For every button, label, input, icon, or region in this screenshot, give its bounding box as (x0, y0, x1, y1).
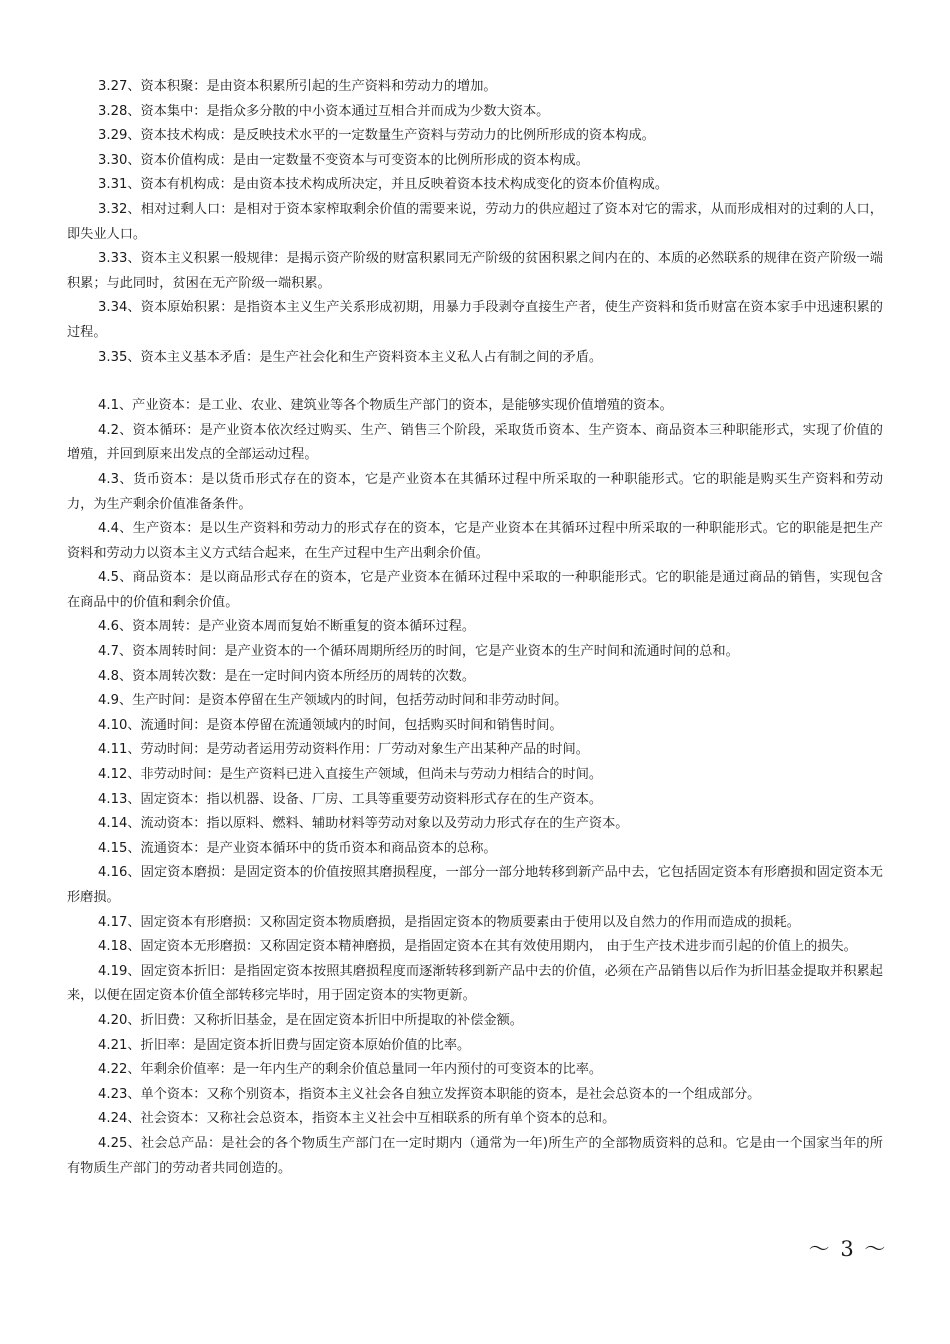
definition-4-22: 4.22、年剩余价值率：是一年内生产的剩余价值总量同一年内预付的可变资本的比率。 (98, 1062, 603, 1078)
definition-3-27: 3.27、资本积聚：是由资本积累所引起的生产资料和劳动力的增加。 (98, 79, 497, 94)
definition-4-13: 4.13、固定资本：指以机器、设备、厂房、工具等重要劳动资料形式存在的生产资本。 (98, 791, 603, 807)
definition-3-30: 3.30、资本价值构成：是由一定数量不变资本与可变资本的比例所形成的资本构成。 (98, 152, 589, 168)
definition-4-23: 4.23、单个资本：又称个别资本，指资本主义社会各自独立发挥资本职能的资本，是社会总资本的一个组成部分。 (98, 1086, 761, 1102)
definition-4-12: 4.12、非劳动时间：是生产资料已进入直接生产领域，但尚未与劳动力相结合的时间。 (98, 767, 603, 783)
section-3-definitions (67, 75, 883, 370)
definition-4-16: 4.16、固定资本磨损：是固定资本的价值按照其磨损程度，一部分一部分地转移到新产品中去，它包括固定资本有形磨损和固定资本无形磨损。 (67, 865, 883, 905)
definition-4-11: 4.11、劳动时间：是劳动者运用劳动资料作用：厂劳动对象生产出某种产品的时间。 (98, 742, 589, 758)
definition-3-32: 3.32、相对过剩人口：是相对于资本家榨取剩余价值的需要来说，劳动力的供应超过了资本对它的需求，从而形成相对的过剩的人口，即失业人口。 (67, 201, 883, 242)
document-body (67, 75, 883, 1181)
definition-4-2: 4.2、资本循环：是产业资本依次经过购买、生产、销售三个阶段，采取货币资本、生产资本、商品资本三种职能形式，实现了价值的增殖，并回到原来出发点的全部运动过程。 (67, 422, 883, 463)
definition-4-15: 4.15、流通资本：是产业资本循环中的货币资本和商品资本的总称。 (98, 840, 497, 856)
section-spacer (67, 370, 883, 394)
definition-4-5: 4.5、商品资本：是以商品形式存在的资本，它是产业资本在循环过程中采取的一种职能形式。它的职能是通过商品的销售，实现包含在商品中的价值和剩余价值。 (67, 570, 883, 610)
section-4-definitions (67, 394, 883, 1181)
definition-4-17: 4.17、固定资本有形磨损：又称固定资本物质磨损，是指固定资本的物质要素由于使用以及自然力的作用而造成的损耗。 (98, 914, 800, 930)
definition-3-35: 3.35、资本主义基本矛盾：是生产社会化和生产资料资本主义私人占有制之间的矛盾。 (98, 349, 603, 365)
definition-4-3: 4.3、货币资本：是以货币形式存在的资本，它是产业资本在其循环过程中所采取的一种职能形式。它的职能是购买生产资料和劳动力，为生产剩余价值准备条件。 (67, 471, 883, 512)
definition-4-21: 4.21、折旧率：是固定资本折旧费与固定资本原始价值的比率。 (98, 1037, 471, 1053)
definition-4-14: 4.14、流动资本：指以原料、燃料、辅助材料等劳动对象以及劳动力形式存在的生产资本。 (98, 816, 629, 832)
definition-4-6: 4.6、资本周转：是产业资本周而复始不断重复的资本循环过程。 (98, 619, 476, 635)
definition-4-10: 4.10、流通时间：是资本停留在流通领域内的时间，包括购买时间和销售时间。 (98, 717, 563, 733)
definition-4-7: 4.7、资本周转时间：是产业资本的一个循环周期所经历的时间，它是产业资本的生产时间和流通时间的总和。 (98, 644, 739, 660)
definition-4-9: 4.9、生产时间：是资本停留在生产领域内的时间，包括劳动时间和非劳动时间。 (98, 693, 568, 709)
definition-4-4: 4.4、生产资本：是以生产资料和劳动力的形式存在的资本，它是产业资本在其循环过程中所采取的一种职能形式。它的职能是把生产资料和劳动力以资本主义方式结合起来，在生产过程中生产出剩余价值。 (67, 521, 883, 561)
definition-4-1: 4.1、产业资本：是工业、农业、建筑业等各个物质生产部门的资本，是能够实现价值增殖的资本。 (98, 398, 673, 414)
definition-4-18: 4.18、固定资本无形磨损：又称固定资本精神磨损，是指固定资本在其有效使用期内， 由于生产技术进步而引起的价值上的损失。 (98, 939, 857, 955)
definition-3-34: 3.34、资本原始积累：是指资本主义生产关系形成初期，用暴力手段剥夺直接生产者，使生产资料和货币财富在资本家手中迅速积累的过程。 (67, 300, 883, 340)
definition-3-33: 3.33、资本主义积累一般规律：是揭示资产阶级的财富积累同无产阶级的贫困积累之间内在的、本质的必然联系的规律在资产阶级一端积累；与此同时，贫困在无产阶级一端积累。 (67, 251, 883, 291)
definition-3-28: 3.28、资本集中：是指众多分散的中小资本通过互相合并而成为少数大资本。 (98, 103, 550, 119)
definition-4-20: 4.20、折旧费：又称折旧基金，是在固定资本折旧中所提取的补偿金额。 (98, 1012, 523, 1028)
definition-4-24: 4.24、社会资本：又称社会总资本，指资本主义社会中互相联系的所有单个资本的总和。 (98, 1111, 616, 1127)
definition-4-8: 4.8、资本周转次数：是在一定时间内资本所经历的周转的次数。 (98, 668, 476, 684)
definition-4-25: 4.25、社会总产品：是社会的各个物质生产部门在一定时期内（通常为一年)所生产的全部物质资料的总和。它是由一个国家当年的所有物质生产部门的劳动者共同创造的。 (67, 1135, 883, 1176)
definition-3-29: 3.29、资本技术构成：是反映技术水平的一定数量生产资料与劳动力的比例所形成的资本构成。 (98, 128, 655, 144)
definition-4-19: 4.19、固定资本折旧：是指固定资本按照其磨损程度而逐渐转移到新产品中去的价值，必须在产品销售以后作为折旧基金提取并积累起来，以便在固定资本价值全部转移完毕时，用于固定资本的实物更新。 (67, 963, 883, 1004)
page-number: ～ 3 ～ (808, 1237, 888, 1261)
definition-3-31: 3.31、资本有机构成：是由资本技术构成所决定，并且反映着资本技术构成变化的资本价值构成。 (98, 177, 669, 193)
